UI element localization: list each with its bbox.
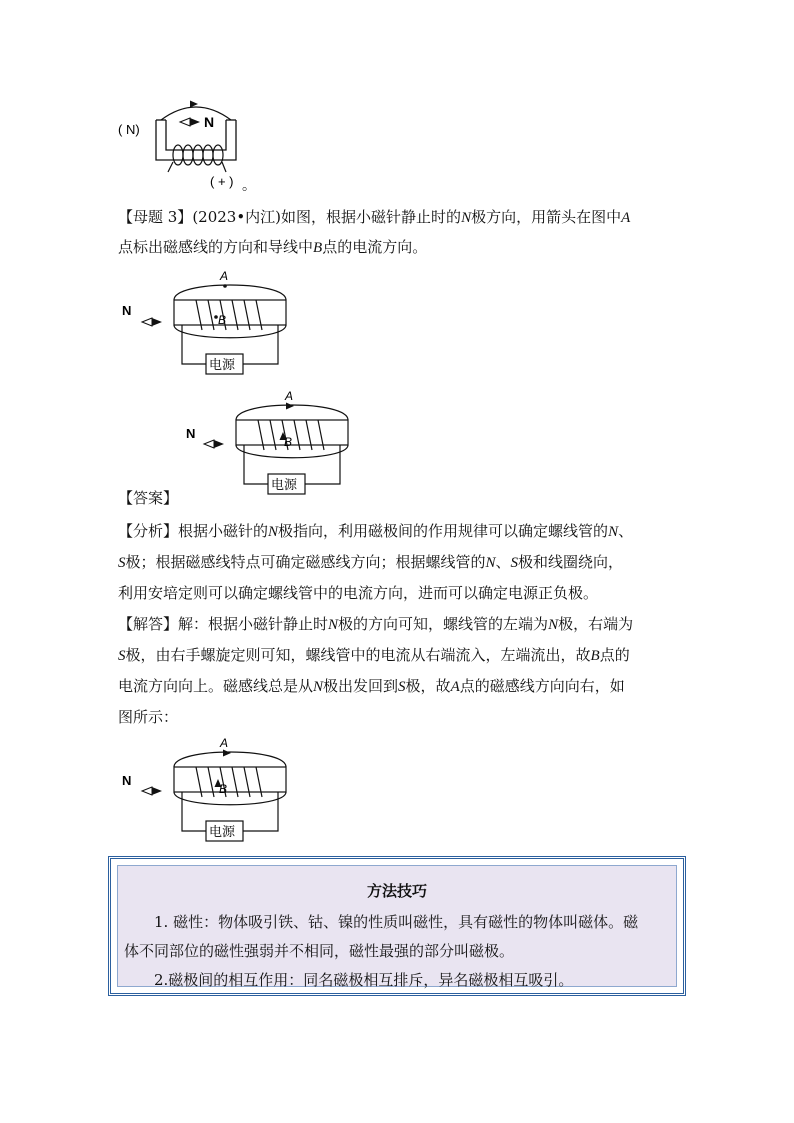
method-tips-title: 方法技巧 [366,882,427,900]
solenoid3-n-label: N [122,773,132,788]
tips-item-2: 2.磁极间的相互作用：同名磁极相互排斥，异名磁极相互吸引。 [154,971,574,989]
analysis-line-1: 【分析】根据小磁针的N极指向，利用磁极间的作用规律可以确定螺线管的N、 [118,522,634,540]
solenoid2-n-label: N [186,426,196,441]
analysis-line-2: S极；根据磁感线特点可确定磁感线方向；根据螺线管的N、S极和线圈绕向， [118,553,624,571]
tips-item-1-line-2: 体不同部位的磁性强弱并不相同，磁性最强的部分叫磁极。 [124,942,515,960]
solenoid1-power-label: 电源 [209,357,236,372]
solution-line-2: S极，由右手螺旋定则可知，螺线管中的电流从右端流入，左端流出，故B点的 [118,646,630,664]
analysis-line-3: 利用安培定则可以确定螺线管中的电流方向，进而可以确定电源正负极。 [118,584,599,602]
question-line-1: 【母题 3】(2023•内江)如图，根据小磁针静止时的N极方向，用箭头在图中A [118,208,631,226]
analysis-label: 【分析】 [118,522,179,540]
solenoid3-power-label: 电源 [209,824,236,839]
question-bracket: 【母题 3】 [118,208,193,226]
solution-line-4: 图所示： [118,708,179,726]
solenoid1-a-label: A [220,269,229,283]
method-tips-box [108,856,686,996]
solenoid3-b-label: B [219,782,228,796]
answer-label: 【答案】 [118,489,179,507]
figure1-pole-label: N [204,114,215,130]
solenoid1-n-label: N [122,303,132,318]
figure-solenoid-answer [180,388,360,500]
figure1-end-mark: 。 [242,177,256,192]
solenoid3-a-label: A [220,736,229,750]
solution-line-1: 【解答】解：根据小磁针静止时N极的方向可知，螺线管的左端为N极，右端为 [118,615,634,633]
figure-solenoid-solution [118,735,298,847]
solution-line-3: 电流方向向上。磁感线总是从N极出发回到S极，故A点的磁感线方向向右，如 [118,677,625,695]
solenoid1-b-label: B [218,313,227,327]
solution-label: 【解答】 [118,615,179,633]
solenoid2-b-label: B [284,435,293,449]
solenoid2-a-label: A [285,389,294,403]
tips-item-1-line-1: 1. 磁性：物体吸引铁、钴、镍的性质叫磁性，具有磁性的物体叫磁体。磁 [154,913,639,931]
question-line-2: 点标出磁感线的方向和导线中B点的电流方向。 [118,238,428,256]
figure1-left-label: ( N) [118,122,140,137]
figure-solenoid-question [118,268,298,380]
figure-u-magnet [118,100,258,192]
solenoid2-power-label: 电源 [271,477,298,492]
method-tips-inner [117,865,677,987]
question-source: (2023•内江) [192,208,282,226]
figure1-bottom-label: ( + ) [210,174,234,189]
